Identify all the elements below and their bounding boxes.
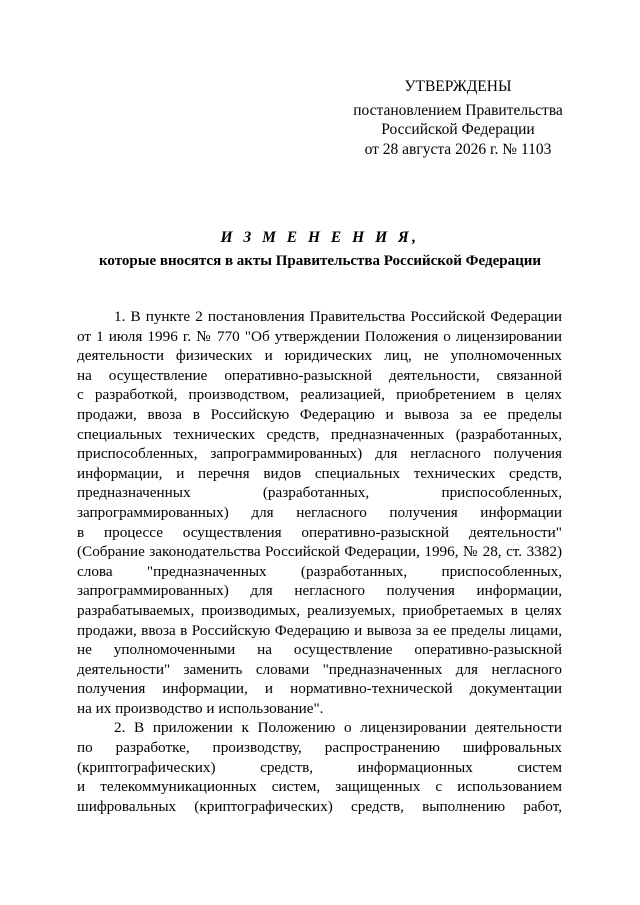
- text-line: специальных технических средств, предназначенных (разработанных,: [77, 425, 562, 443]
- text-line: приспособленных, запрограммированных) для негласного получения: [77, 445, 562, 463]
- text-line: информации, и перечня видов специальных технических средств,: [77, 464, 562, 482]
- text-line: разрабатываемых, производимых, реализуемых, приобретаемых в целях: [77, 601, 562, 619]
- paragraph-1: [77, 307, 562, 718]
- text-line: на осуществление оперативно-разыскной деятельности, связанной: [77, 366, 562, 384]
- text-line: с разработкой, производством, реализацией, приобретением в целях: [77, 386, 562, 404]
- paragraph-2: [77, 718, 562, 816]
- approval-line: от 28 августа 2026 г. № 1103: [364, 140, 552, 158]
- text-line: не уполномоченными на осуществление оперативно-разыскной: [77, 641, 562, 659]
- text-line: на их производство и использование".: [77, 699, 324, 717]
- text-line: предназначенных (разработанных, приспособленных,: [77, 484, 562, 502]
- text-line: деятельности" заменить словами "предназначенных для негласного: [77, 660, 562, 678]
- approval-line: Российской Федерации: [381, 121, 535, 138]
- text-line: продажи, ввоза в Российскую Федерацию и вывоза за ее пределы: [77, 405, 562, 423]
- text-line: (Собрание законодательства Российской Федерации, 1996, № 28, ст. 3382): [77, 543, 562, 561]
- text-line: продажи, ввоза в Российскую Федерацию и вывоза за ее пределы лицами,: [77, 621, 562, 639]
- text-line: 1. В пункте 2 постановления Правительства Российской Федерации: [114, 308, 562, 325]
- text-line: в процессе осуществления оперативно-разыскной деятельности": [77, 523, 562, 541]
- approval-heading: УТВЕРЖДЕНЫ: [404, 78, 512, 95]
- document-body: [77, 307, 562, 816]
- approval-block: [340, 77, 576, 159]
- text-line: шифровальных (криптографических) средств, выполнению работ,: [77, 797, 562, 815]
- text-line: слова "предназначенных (разработанных, приспособленных,: [77, 562, 562, 580]
- text-line: и телекоммуникационных систем, защищенных с использованием: [77, 778, 562, 796]
- text-line: запрограммированных) для негласного получения информации,: [77, 582, 562, 600]
- text-line: по разработке, производству, распространению шифровальных: [77, 739, 562, 757]
- document-title: И З М Е Н Е Н И Я,: [220, 229, 420, 246]
- text-line: (криптографических) средств, информационных систем: [77, 758, 562, 776]
- document-subtitle: которые вносятся в акты Правительства Российской Федерации: [98, 253, 542, 269]
- text-line: запрограммированных) для негласного получения информации: [77, 503, 562, 521]
- text-line: получения информации, и нормативно-технической документации: [77, 680, 562, 698]
- text-line: от 1 июля 1996 г. № 770 "Об утверждении Положения о лицензировании: [77, 327, 562, 345]
- text-line: деятельности физических и юридических лиц, не уполномоченных: [77, 347, 562, 365]
- approval-line: постановлением Правительства: [353, 101, 563, 119]
- text-line: 2. В приложении к Положению о лицензировании деятельности: [114, 719, 562, 737]
